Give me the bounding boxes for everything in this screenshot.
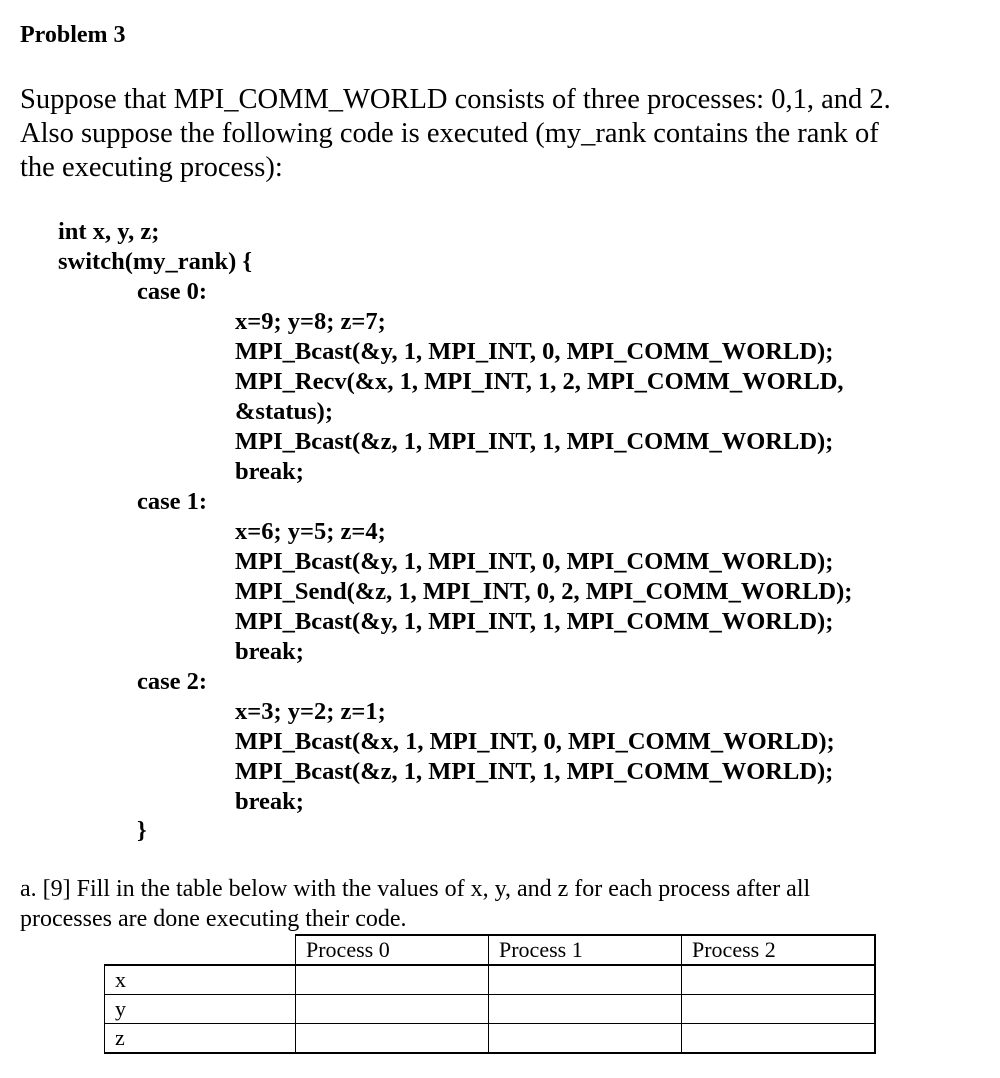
question-line: processes are done executing their code. bbox=[20, 906, 407, 932]
case-2-line: break; bbox=[235, 788, 304, 815]
case-2-line: x=3; y=2; z=1; bbox=[235, 698, 386, 725]
table-row bbox=[105, 995, 876, 1024]
case-0-line: MPI_Recv(&x, 1, MPI_INT, 1, 2, MPI_COMM_WORLD, bbox=[235, 368, 844, 395]
intro-line: Also suppose the following code is executed (my_rank contains the rank of bbox=[20, 118, 879, 149]
case-1-line: MPI_Send(&z, 1, MPI_INT, 0, 2, MPI_COMM_WORLD); bbox=[235, 578, 853, 605]
case-2-label: case 2: bbox=[137, 668, 208, 695]
column-header-process-2: Process 2 bbox=[682, 935, 876, 965]
case-1-line: x=6; y=5; z=4; bbox=[235, 518, 386, 545]
case-0-label: case 0: bbox=[137, 278, 208, 305]
code-switch-line: switch(my_rank) { bbox=[58, 248, 253, 275]
problem-title: Problem 3 bbox=[20, 22, 126, 48]
answer-table bbox=[104, 934, 876, 1054]
row-label-y: y bbox=[105, 995, 296, 1024]
answer-cell[interactable] bbox=[682, 965, 876, 995]
table-row bbox=[105, 965, 876, 995]
row-label-x: x bbox=[105, 965, 296, 995]
case-0-line: break; bbox=[235, 458, 304, 485]
code-declaration: int x, y, z; bbox=[58, 218, 160, 245]
column-header-process-1: Process 1 bbox=[489, 935, 682, 965]
code-close-brace: } bbox=[137, 817, 147, 844]
case-0-line: &status); bbox=[235, 398, 333, 425]
intro-line: the executing process): bbox=[20, 152, 283, 183]
case-1-label: case 1: bbox=[137, 488, 208, 515]
answer-cell[interactable] bbox=[682, 1024, 876, 1054]
column-header-process-0: Process 0 bbox=[296, 935, 489, 965]
table-header-row bbox=[105, 935, 876, 965]
answer-cell[interactable] bbox=[489, 995, 682, 1024]
table-corner-cell bbox=[105, 935, 296, 965]
question-text bbox=[20, 874, 810, 934]
table-row bbox=[105, 1024, 876, 1054]
case-0-line: MPI_Bcast(&y, 1, MPI_INT, 0, MPI_COMM_WORLD); bbox=[235, 338, 834, 365]
answer-cell[interactable] bbox=[296, 995, 489, 1024]
question-line: a. [9] Fill in the table below with the values of x, y, and z for each process after all bbox=[20, 876, 811, 902]
case-0-line: x=9; y=8; z=7; bbox=[235, 308, 386, 335]
case-2-line: MPI_Bcast(&x, 1, MPI_INT, 0, MPI_COMM_WORLD); bbox=[235, 728, 835, 755]
answer-cell[interactable] bbox=[296, 1024, 489, 1054]
answer-cell[interactable] bbox=[296, 965, 489, 995]
case-1-line: break; bbox=[235, 638, 304, 665]
problem-intro bbox=[20, 83, 891, 185]
answer-cell[interactable] bbox=[682, 995, 876, 1024]
answer-cell[interactable] bbox=[489, 965, 682, 995]
answer-cell[interactable] bbox=[489, 1024, 682, 1054]
case-1-line: MPI_Bcast(&y, 1, MPI_INT, 0, MPI_COMM_WORLD); bbox=[235, 548, 834, 575]
case-0-line: MPI_Bcast(&z, 1, MPI_INT, 1, MPI_COMM_WORLD); bbox=[235, 428, 834, 455]
row-label-z: z bbox=[105, 1024, 296, 1054]
case-1-line: MPI_Bcast(&y, 1, MPI_INT, 1, MPI_COMM_WORLD); bbox=[235, 608, 834, 635]
case-2-line: MPI_Bcast(&z, 1, MPI_INT, 1, MPI_COMM_WORLD); bbox=[235, 758, 834, 785]
intro-line: Suppose that MPI_COMM_WORLD consists of three processes: 0,1, and 2. bbox=[20, 84, 891, 115]
